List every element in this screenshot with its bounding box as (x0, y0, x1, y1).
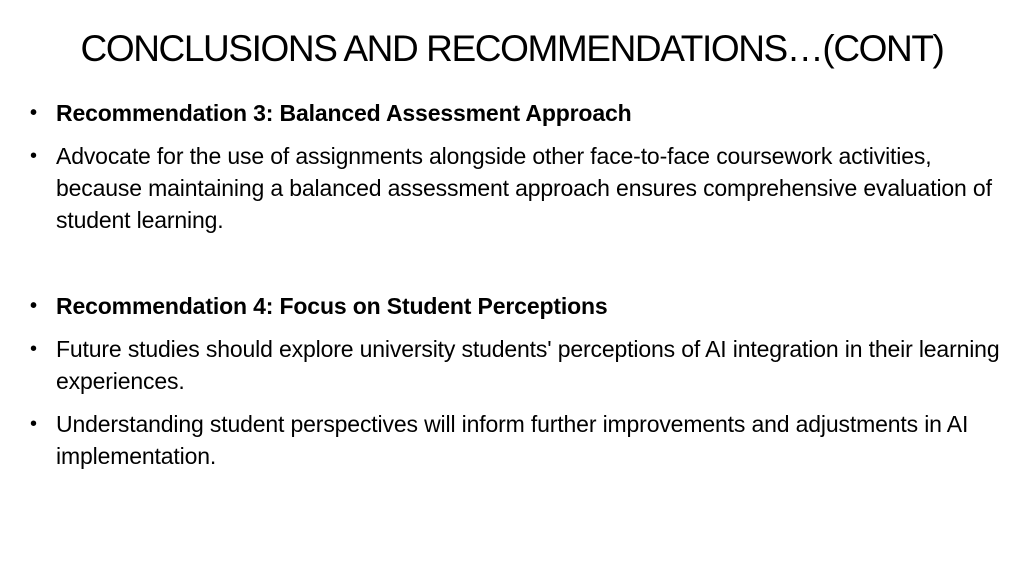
bullet-dot-icon: • (30, 102, 37, 124)
slide-title: CONCLUSIONS AND RECOMMENDATIONS…(CONT) (80, 28, 944, 69)
bullet-dot-icon: • (30, 145, 37, 167)
bullet-dot-icon: • (30, 413, 37, 435)
list-spacer (30, 247, 1000, 290)
bullet-list (30, 97, 1000, 483)
bullet-text: Recommendation 3: Balanced Assessment Approach (56, 100, 632, 126)
bullet-recommendation-3-detail (30, 140, 1000, 236)
bullet-text: Recommendation 4: Focus on Student Perceptions (56, 293, 608, 319)
bullet-text: Advocate for the use of assignments alongside other face-to-face coursework activities, because maintaining a balanced assessment approach ensures comprehensive evaluation of student learning. (56, 143, 992, 233)
bullet-recommendation-4-detail-2 (30, 408, 1000, 472)
bullet-dot-icon: • (30, 295, 37, 317)
bullet-text: Understanding student perspectives will inform further improvements and adjustments in AI implementation. (56, 411, 969, 469)
bullet-recommendation-4-detail-1 (30, 333, 1000, 397)
bullet-dot-icon: • (30, 338, 37, 360)
bullet-text: Future studies should explore university students' perceptions of AI integration in their learning experiences. (56, 336, 1000, 394)
bullet-recommendation-4-heading (30, 290, 1000, 322)
bullet-recommendation-3-heading (30, 97, 1000, 129)
